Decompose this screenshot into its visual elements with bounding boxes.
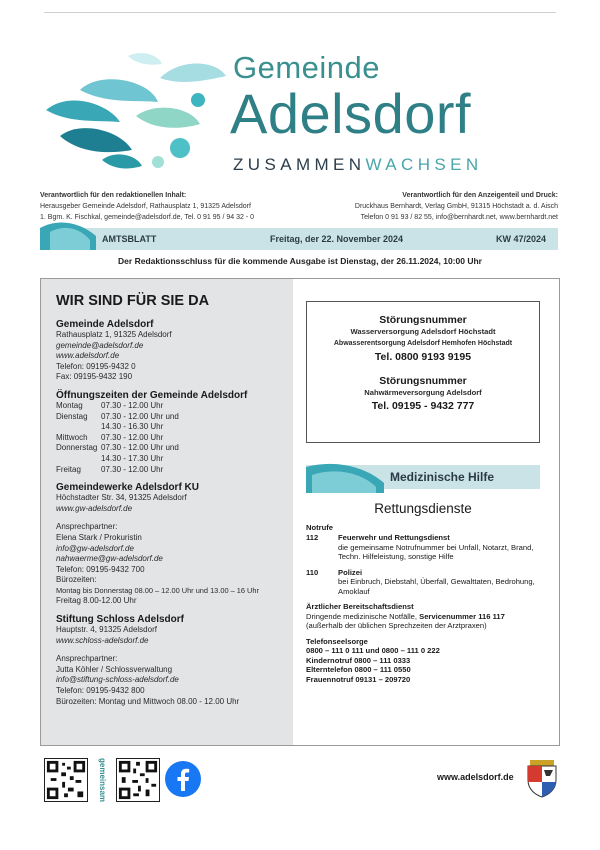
seelsorge-head: Telefonseelsorge [306,636,368,646]
facebook-icon[interactable] [164,760,202,798]
stoerung-line-1: Wasserversorgung Adelsdorf Höchstadt [350,327,496,336]
werke-contact-label: Ansprechpartner: [56,522,118,532]
hours-row [56,412,283,423]
hours-row [56,465,283,476]
stiftung-contact-label: Ansprechpartner: [56,654,118,664]
amtsblatt-label: AMTSBLATT [102,234,157,244]
werke-hours2: Freitag 8.00-12.00 Uhr [56,596,137,606]
hours-day: Montag [56,400,83,410]
notruf-110-text2: Amoklauf [338,586,370,596]
hours-list [56,401,283,475]
deadline-notice: Der Redaktionsschluss für die kommende Ausgabe ist Dienstag, der 26.11.2024, 10:00 Uhr [118,256,482,266]
frauennotruf: Frauennotruf 09131 – 209720 [306,674,411,684]
stiftung-address: Hauptstr. 4, 91325 Adelsdorf [56,625,157,635]
imprint-print [298,190,558,223]
werke-head: Gemeindewerke Adelsdorf KU [56,482,200,494]
elterntelefon: Elterntelefon 0800 – 111 0550 [306,665,411,674]
stoerung-box [306,301,540,443]
notruf-110-number: 110 [306,567,319,577]
stoerung-title-1: Störungsnummer [379,314,467,326]
arzt-text1 [306,612,550,622]
brand-tagline [233,156,483,173]
arzt-text2: (außerhalb der üblichen Sprechzeiten der Arztpraxen) [306,621,487,630]
hours-time: 07.30 - 12.00 Uhr [101,400,164,410]
hours-time: 07.30 - 12.00 Uhr [101,464,164,474]
hours-day: Mittwoch [56,432,88,442]
hours-time: 14.30 - 16.30 Uhr [101,422,164,432]
hours-day [56,454,101,465]
gemeinsam-vertical-text: gemeinsam [98,758,107,803]
gemeinde-phone: Telefon: 09195-9432 0 [56,361,136,371]
stoerung-title-2: Störungsnummer [379,375,467,387]
logo-splash-graphic [40,50,230,172]
oeffnung-head: Öffnungszeiten der Gemeinde Adelsdorf [56,389,248,401]
gemeinde-fax: Fax: 09195-9432 190 [56,372,133,382]
seelsorge-numbers: 0800 – 111 0 111 und 0800 – 111 0 222 [306,646,440,655]
hours-day [56,422,101,433]
stiftung-contact-name: Jutta Köhler / Schlossverwaltung [56,664,173,674]
hours-row [56,433,283,444]
medizin-label: Medizinische Hilfe [390,470,495,484]
emergency-column [293,279,559,745]
werke-email1-link[interactable]: info@gw-adelsdorf.de [56,543,134,553]
stoerung-tel-2: Tel. 09195 - 9432 777 [371,400,475,412]
amtsblatt-date: Freitag, der 22. November 2024 [270,234,404,244]
arzt-head: Ärztlicher Bereitschaftsdienst [306,602,414,611]
amtsblatt-bar [40,228,558,250]
brand-adelsdorf: Adelsdorf [230,82,472,145]
imprint-print-line1: Druckhaus Bernhardt, Verlag GmbH, 91315 Höchstadt a. d. Aisch [354,203,558,210]
notruf-112-title: Feuerwehr und Rettungsdienst [338,533,450,542]
notruf-112-number: 112 [306,533,319,542]
hours-time: 07.30 - 12.00 Uhr [101,432,164,442]
tagline-zusammen: ZUSAMMEN [233,155,366,174]
hours-row [56,422,283,433]
qr-code-icon[interactable] [44,758,88,802]
imprint-editorial-line2: 1. Bgm. K. Fischkal, gemeinde@adelsdorf.de, Tel. 0 91 95 / 94 32 - 0 [40,214,254,221]
wave-graphic [40,218,100,250]
stoerung-line-2: Abwasserentsorgung Adelsdorf Hemhofen Höchstadt [333,340,513,347]
stiftung-email-link[interactable]: info@stiftung-schloss-adelsdorf.de [56,675,179,685]
main-info-box [40,278,560,746]
hours-time: 07.30 - 12.00 Uhr und [101,411,179,421]
gemeinde-address: Rathausplatz 1, 91325 Adelsdorf [56,330,172,339]
werke-address: Höchstadter Str. 34, 91325 Adelsdorf [56,493,187,503]
stiftung-web-link[interactable]: www.schloss-adelsdorf.de [56,635,149,645]
notruf-110 [306,568,550,597]
gemeinde-web-link[interactable]: www.adelsdorf.de [56,351,120,361]
hours-day: Donnerstag [56,443,98,453]
hours-row [56,401,283,412]
notrufe-head: Notrufe [306,523,333,532]
notruf-112-text2: Techn. Hilfeleistung, sonstige Hilfe [338,552,454,561]
rettungsdienste-title: Rettungsdienste [374,501,472,516]
medizin-bar [306,465,540,489]
hours-row [56,454,283,465]
stiftung-head: Stiftung Schloss Adelsdorf [56,614,184,626]
notruf-110-text1: bei Einbruch, Diebstahl, Überfall, Gewalttaten, Bedrohung, [338,577,535,586]
werke-hours-label: Bürozeiten: [56,575,97,585]
hours-time: 07.30 - 12.00 Uhr und [101,443,179,453]
top-rule [44,12,556,13]
gemeinde-email-link[interactable]: gemeinde@adelsdorf.de [56,340,144,350]
wave-graphic [306,461,384,493]
stoerung-line-3: Nahwärmeversorgung Adelsdorf [364,388,482,397]
arzt-servicenummer: Servicenummer 116 117 [419,611,505,621]
imprint-editorial-line1: Herausgeber Gemeinde Adelsdorf, Rathausplatz 1, 91325 Adelsdorf [40,203,251,210]
gemeinde-head: Gemeinde Adelsdorf [56,319,154,330]
tagline-wachsen: WACHSEN [365,155,483,174]
notruf-110-title: Polizei [338,567,363,577]
coat-of-arms-icon [526,760,558,798]
qr-code-icon[interactable] [116,758,160,802]
werke-hours1: Montag bis Donnerstag 08.00 – 12.00 Uhr und 13.00 – 16 Uhr [56,585,259,595]
stiftung-phone: Telefon: 09195-9432 800 [56,686,145,696]
imprint-print-title: Verantwortlich für den Anzeigenteil und Druck: [402,192,558,199]
notruf-112-text1: die gemeinsame Notrufnummer bei Unfall, Notarzt, Brand, [338,542,534,552]
stiftung-hours: Bürozeiten: Montag und Mittwoch 08.00 - 12.00 Uhr [56,696,240,706]
rettung-content [306,523,550,684]
hours-day: Dienstag [56,411,88,421]
werke-phone: Telefon: 09195-9432 700 [56,564,145,574]
werke-email2-link[interactable]: nahwaerme@gw-adelsdorf.de [56,554,163,564]
notruf-112 [306,533,550,562]
footer-website-link[interactable]: www.adelsdorf.de [437,772,514,782]
werke-contact-name: Elena Stark / Prokuristin [56,532,142,542]
amtsblatt-kw: KW 47/2024 [495,234,546,244]
contact-title: WIR SIND FÜR SIE DA [56,293,210,309]
brand-gemeinde: Gemeinde [233,50,381,85]
stoerung-tel-1: Tel. 0800 9193 9195 [374,351,472,363]
hours-row [56,443,283,454]
hours-time: 14.30 - 17.30 Uhr [101,453,164,463]
hours-day: Freitag [56,464,81,474]
imprint-print-line2: Telefon 0 91 93 / 82 55, info@bernhardt.net, www.bernhardt.net [360,214,558,221]
contact-column [41,279,293,745]
imprint-editorial-title: Verantwortlich für den redaktionellen Inhalt: [40,192,187,199]
arzt-text1-pre: Dringende medizinische Notfälle, [306,611,420,621]
werke-web-link[interactable]: www.gw-adelsdorf.de [56,503,133,513]
kindernotruf: Kindernotruf 0800 – 111 0333 [306,655,411,665]
